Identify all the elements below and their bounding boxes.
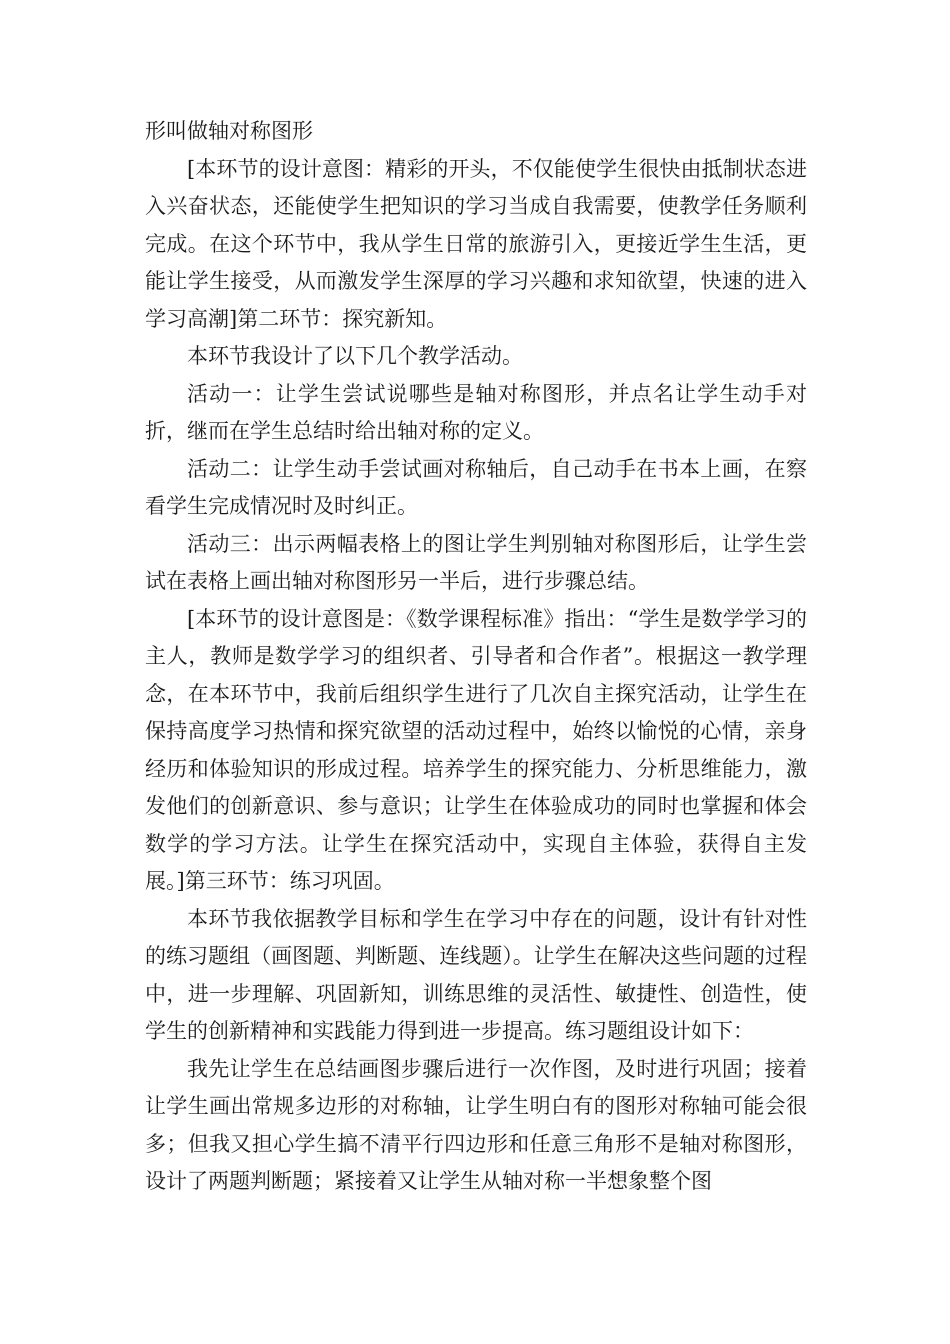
paragraph-activities-intro: 本环节我设计了以下几个教学活动。: [187, 344, 523, 368]
paragraph-practice-intro: 本环节我依据教学目标和学生在学习中存在的问题，设计有针对性的练习题组（画图题、判断题、连线题）。让学生在解决这些问题的过程中，进一步理解、巩固新知，训练思维的灵活性、敏捷性、创造性，使学生的创新精神和实践能力得到进一步提高。练习题组设计如下：: [145, 906, 807, 1043]
paragraph-continuation: 形叫做轴对称图形: [145, 119, 313, 143]
paragraph-activity-1: 活动一：让学生尝试说哪些是轴对称图形，并点名让学生动手对折，继而在学生总结时给出轴对称的定义。: [145, 381, 807, 443]
document-body: [145, 113, 807, 1201]
paragraph-activity-3: 活动三：出示两幅表格上的图让学生判别轴对称图形后，让学生尝试在表格上画出轴对称图形另一半后，进行步骤总结。: [145, 531, 807, 593]
paragraph-design-intent-1: [本环节的设计意图：精彩的开头，不仅能使学生很快由抵制状态进入兴奋状态，还能使学生把知识的学习当成自我需要，使教学任务顺利完成。在这个环节中，我从学生日常的旅游引入，更接近学生生活，更能让学生接受，从而激发学生深厚的学习兴趣和求知欲望，快速的进入学习高潮]第二环节：探究新知。: [145, 156, 807, 331]
paragraph-design-intent-2: [本环节的设计意图是：《数学课程标准》指出：“学生是数学学习的主人，教师是数学学习的组织者、引导者和合作者”。根据这一教学理念，在本环节中，我前后组织学生进行了几次自主探究活动，让学生在保持高度学习热情和探究欲望的活动过程中，始终以愉悦的心情，亲身经历和体验知识的形成过程。培养学生的探究能力、分析思维能力，激发他们的创新意识、参与意识；让学生在体验成功的同时也掌握和体会数学的学习方法。让学生在探究活动中，实现自主体验，获得自主发展。]第三环节：练习巩固。: [145, 606, 807, 893]
paragraph-practice-details: 我先让学生在总结画图步骤后进行一次作图，及时进行巩固；接着让学生画出常规多边形的对称轴，让学生明白有的图形对称轴可能会很多；但我又担心学生搞不清平行四边形和任意三角形不是轴对称图形，设计了两题判断题；紧接着又让学生从轴对称一半想象整个图: [145, 1056, 807, 1193]
paragraph-activity-2: 活动二：让学生动手尝试画对称轴后，自己动手在书本上画，在察看学生完成情况时及时纠正。: [145, 456, 807, 518]
